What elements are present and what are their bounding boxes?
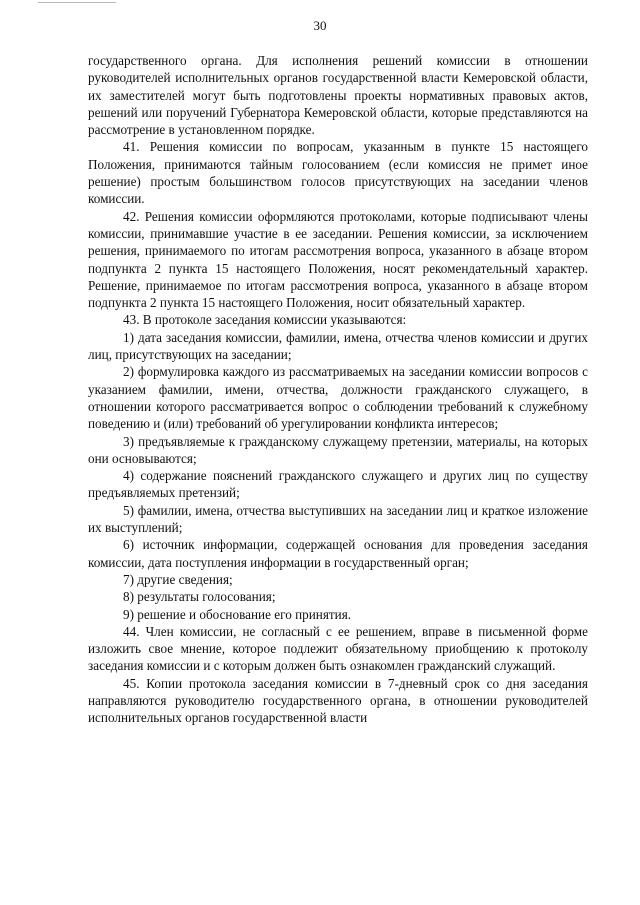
paragraph-continuation: государственного органа. Для исполнения решений комиссии в отношении руководителей исполнительных органов государственной власти Кемеровской области, их заместителей могут быть подготовлены проекты нормативных правовых актов, решений или поручений Губернатора Кемеровской области, которые представляются на рассмотрение в установленном порядке. [88,53,588,138]
paragraph-43: 43. В протоколе заседания комиссии указываются: [123,312,407,328]
list-item-43-1: 1) дата заседания комиссии, фамилии, имена, отчества членов комиссии и других лиц, присутствующих на заседании; [88,329,588,363]
list-item-43-9: 9) решение и обоснование его принятия. [123,606,352,622]
list-item-43-3: 3) предъявляемые к гражданскому служащему претензии, материалы, на которых они основываются; [88,433,588,466]
list-item-43-4: 4) содержание пояснений гражданского служащего и других лиц по существу предъявляемых претензий; [88,468,588,501]
document-body [88,52,588,727]
list-item-43-2: 2) формулировка каждого из рассматриваемых на заседании комиссии вопросов с указанием фамилии, имени, отчества, должности гражданского служащего, в отношении которого рассматривается вопрос о соблюдении требований к служебному поведению и (или) требований об урегулировании конфликта интересов; [88,364,588,432]
paragraph-42: 42. Решения комиссии оформляются протоколами, которые подписывают члены комиссии, принимавшие участие в ее заседании. Решения комиссии, за исключением решения, принимаемого по итогам рассмотрения вопроса, указанного в абзаце втором подпункта 2 пункта 15 настоящего Положения, носят рекомендательный характер. Решение, принимаемое по итогам рассмотрения вопроса, указанного в абзаце втором подпункта 2 пункта 15 настоящего Положения, носит обязательный характер. [88,208,588,311]
list-item-43-6: 6) источник информации, содержащей основания для проведения заседания комиссии, дата поступления информации в государственный орган; [88,537,588,570]
scan-artifact-line [38,2,116,5]
paragraph-41: 41. Решения комиссии по вопросам, указанным в пункте 15 настоящего Положения, принимаются тайным голосованием (если комиссия не примет иное решение) простым большинством голосов присутствующих на заседании членов комиссии. [88,139,588,207]
list-item-43-5: 5) фамилии, имена, отчества выступивших на заседании лиц и краткое изложение их выступлений; [88,502,588,536]
page-number: 30 [313,18,327,33]
paragraph-45: 45. Копии протокола заседания комиссии в 7-дневный срок со дня заседания направляются руководителю государственного органа, в отношении руководителей исполнительных органов государственной власти [88,675,588,726]
list-item-43-8: 8) результаты голосования; [123,589,276,605]
paragraph-44: 44. Член комиссии, не согласный с ее решением, вправе в письменной форме изложить свое мнение, которое подлежит обязательному приобщению к протоколу заседания комиссии и с которым должен быть ознакомлен гражданский служащий. [88,623,588,674]
list-item-43-7: 7) другие сведения; [123,571,233,587]
